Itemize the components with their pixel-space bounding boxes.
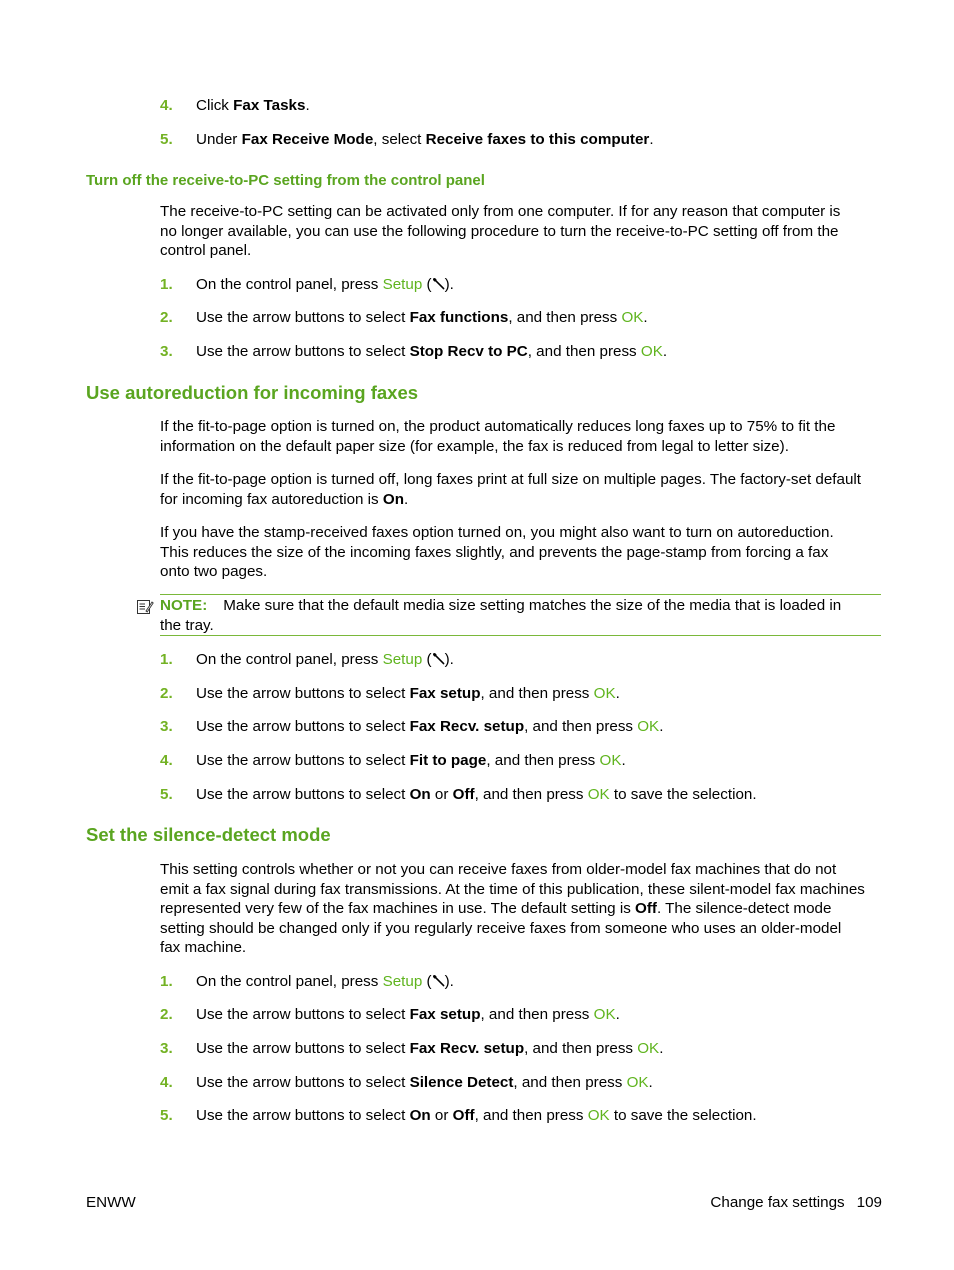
- section-heading: Use autoreduction for incoming faxes: [86, 382, 419, 403]
- text-run-bold: Stop Recv to PC: [409, 343, 528, 360]
- note-icon: [136, 598, 154, 616]
- step-number: 5.: [160, 786, 173, 803]
- text-run: Use the arrow buttons to select: [196, 1040, 410, 1057]
- text-run-bold: On: [382, 490, 404, 508]
- text-run-link: OK: [640, 343, 663, 360]
- text-run: .: [648, 1074, 653, 1091]
- text-run: , and then press: [527, 343, 641, 360]
- text-run-bold: Fax Recv. setup: [409, 1040, 525, 1057]
- note-text: [160, 596, 882, 635]
- text-run: to save the selection.: [609, 786, 757, 803]
- text-run: .: [659, 1040, 664, 1057]
- text-run-bold: Fax Tasks: [233, 97, 306, 114]
- paragraph-line: This reduces the size of the incoming faxes slightly, and prevents the page-stamp from forcing a fax: [160, 543, 829, 561]
- text-run: for incoming fax autoreduction is: [160, 490, 383, 508]
- step-number: 3.: [160, 718, 173, 735]
- step-text: [196, 342, 667, 362]
- step-text: [196, 275, 454, 295]
- step-number: 5.: [160, 1107, 173, 1124]
- text-run: ).: [444, 973, 454, 990]
- text-run-bold: Fax functions: [409, 309, 509, 326]
- text-run-bold: Fit to page: [409, 752, 487, 769]
- text-run: Under: [196, 131, 242, 148]
- text-run-link: OK: [637, 718, 660, 735]
- text-run: , and then press: [524, 718, 638, 735]
- wrench-icon: [432, 276, 445, 289]
- text-run-bold: Off: [452, 786, 475, 803]
- text-run: (: [422, 276, 432, 293]
- step-number: 3.: [160, 1040, 173, 1057]
- text-run: , and then press: [474, 786, 588, 803]
- note-line: [160, 596, 882, 616]
- text-run: Use the arrow buttons to select: [196, 752, 410, 769]
- text-run: Use the arrow buttons to select: [196, 685, 410, 702]
- text-run-bold: On: [409, 786, 431, 803]
- step-text: [196, 1106, 757, 1126]
- paragraph-line: no longer available, you can use the following procedure to turn the receive-to-PC setting off from the: [160, 222, 839, 240]
- text-run: , and then press: [474, 1107, 588, 1124]
- step-number: 2.: [160, 1006, 173, 1023]
- step-number: 2.: [160, 685, 173, 702]
- text-run: Use the arrow buttons to select: [196, 309, 410, 326]
- text-run: , and then press: [513, 1074, 627, 1091]
- text-run-link: Setup: [382, 651, 423, 668]
- text-run-link: OK: [599, 752, 622, 769]
- text-run: Click: [196, 97, 234, 114]
- text-run: , and then press: [524, 1040, 638, 1057]
- text-run-link: Setup: [382, 276, 423, 293]
- step-number: 1.: [160, 276, 173, 293]
- note-top-rule: [160, 594, 881, 595]
- paragraph-line: fax machine.: [160, 939, 247, 956]
- text-run: (: [422, 651, 432, 668]
- paragraph-line: If the fit-to-page option is turned off, long faxes print at full size on multiple pages. The factory-set default: [160, 471, 861, 488]
- text-run: Use the arrow buttons to select: [196, 1107, 410, 1124]
- text-run-link: OK: [626, 1074, 649, 1091]
- note-bottom-rule: [160, 635, 881, 636]
- paragraph-line: control panel.: [160, 242, 252, 259]
- text-run: . The silence-detect mode: [656, 900, 832, 917]
- text-run: represented very few of the fax machines in use. The default setting is: [160, 900, 636, 917]
- text-run: .: [621, 752, 626, 769]
- page-number: 109: [856, 1194, 882, 1211]
- text-run: On the control panel, press: [196, 973, 383, 990]
- step-text: [196, 717, 663, 737]
- footer-left: ENWW: [86, 1194, 136, 1211]
- text-run: ).: [444, 276, 454, 293]
- step-text: [196, 1073, 653, 1093]
- text-run-bold: Off: [635, 900, 657, 917]
- text-run-link: OK: [587, 1107, 610, 1124]
- text-run-bold: Fax Recv. setup: [409, 718, 525, 735]
- text-run: .: [662, 343, 668, 360]
- text-run-bold: Fax setup: [409, 685, 481, 702]
- text-run: , and then press: [486, 752, 600, 769]
- text-run: On the control panel, press: [196, 651, 383, 668]
- step-text: [196, 684, 620, 704]
- paragraph-line: If the fit-to-page option is turned on, the product automatically reduces long faxes up to 75% to fit the: [160, 418, 836, 435]
- text-run: , select: [373, 131, 426, 148]
- text-run: or: [430, 1107, 453, 1124]
- footer-title: Change fax settings: [710, 1194, 845, 1211]
- text-run-bold: Off: [452, 1107, 475, 1124]
- paragraph-line: information on the default paper size (for example, the fax is reduced from legal to letter size).: [160, 437, 789, 455]
- text-run: (: [422, 973, 432, 990]
- paragraph-line: If you have the stamp-received faxes option turned on, you might also want to turn on autoreduction.: [160, 524, 834, 541]
- note-line-2: the tray.: [160, 616, 214, 634]
- footer-right: [710, 1193, 882, 1213]
- text-run: .: [305, 97, 310, 114]
- step-text: [196, 972, 454, 992]
- paragraph: [160, 860, 882, 958]
- step-text: [196, 650, 454, 670]
- step-text: [196, 96, 310, 116]
- step-number: 4.: [160, 752, 173, 769]
- paragraph-line: This setting controls whether or not you can receive faxes from older-model fax machines that do not: [160, 861, 837, 878]
- text-run: Use the arrow buttons to select: [196, 343, 410, 360]
- text-run-link: Setup: [382, 973, 423, 990]
- text-run: .: [643, 309, 648, 326]
- paragraph-line: setting should be changed only if you regularly receive faxes from someone who uses an older-model: [160, 919, 842, 937]
- step-text: [196, 785, 757, 805]
- text-run: .: [659, 718, 664, 735]
- text-run-bold: Fax setup: [409, 1006, 481, 1023]
- step-text: [196, 1005, 620, 1025]
- step-number: 3.: [160, 343, 173, 360]
- paragraph-line: emit a fax signal during fax transmissions. At the time of this publication, these silent-model fax machines: [160, 880, 865, 898]
- step-number: 1.: [160, 651, 173, 668]
- step-number: 5.: [160, 131, 173, 148]
- text-run: to save the selection.: [609, 1107, 757, 1124]
- paragraph: [160, 470, 882, 509]
- step-text: [196, 1039, 663, 1059]
- note-label: NOTE:: [160, 597, 208, 614]
- text-run-bold: On: [409, 1107, 431, 1124]
- text-run-bold: Receive faxes to this computer: [425, 131, 650, 148]
- paragraph: [160, 202, 882, 261]
- text-run-bold: Silence Detect: [409, 1074, 514, 1091]
- step-text: [196, 308, 648, 328]
- paragraph-line: [160, 899, 882, 919]
- text-run: Use the arrow buttons to select: [196, 1074, 410, 1091]
- step-number: 2.: [160, 309, 173, 326]
- paragraph-line: The receive-to-PC setting can be activated only from one computer. If for any reason that computer is: [160, 203, 841, 220]
- step-number: 4.: [160, 1074, 173, 1091]
- text-run: , and then press: [480, 1006, 594, 1023]
- text-run-link: OK: [637, 1040, 660, 1057]
- paragraph: [160, 417, 882, 456]
- section-heading: Set the silence-detect mode: [86, 824, 331, 845]
- paragraph-line: [160, 490, 882, 510]
- text-run: Use the arrow buttons to select: [196, 1006, 410, 1023]
- step-number: 1.: [160, 973, 173, 990]
- text-run: .: [649, 131, 654, 148]
- text-run-link: OK: [621, 309, 644, 326]
- paragraph: [160, 523, 882, 582]
- text-run: On the control panel, press: [196, 276, 383, 293]
- text-run: .: [615, 1006, 620, 1023]
- paragraph-line: onto two pages.: [160, 563, 268, 580]
- text-run: .: [403, 490, 409, 508]
- text-run: ).: [444, 651, 454, 668]
- wrench-icon: [432, 973, 445, 986]
- text-run: , and then press: [480, 685, 594, 702]
- text-run: Use the arrow buttons to select: [196, 786, 410, 803]
- step-text: [196, 130, 654, 150]
- text-run: or: [430, 786, 453, 803]
- step-text: [196, 751, 626, 771]
- wrench-icon: [432, 651, 445, 664]
- text-run: , and then press: [508, 309, 622, 326]
- step-number: 4.: [160, 97, 173, 114]
- note-line-1: Make sure that the default media size setting matches the size of the media that is loaded in: [223, 597, 842, 614]
- text-run-link: OK: [587, 786, 610, 803]
- text-run: .: [615, 685, 620, 702]
- section-subheading: Turn off the receive-to-PC setting from the control panel: [86, 172, 485, 189]
- text-run-link: OK: [593, 1006, 616, 1023]
- text-run-bold: Fax Receive Mode: [241, 131, 374, 148]
- text-run-link: OK: [593, 685, 616, 702]
- text-run: Use the arrow buttons to select: [196, 718, 410, 735]
